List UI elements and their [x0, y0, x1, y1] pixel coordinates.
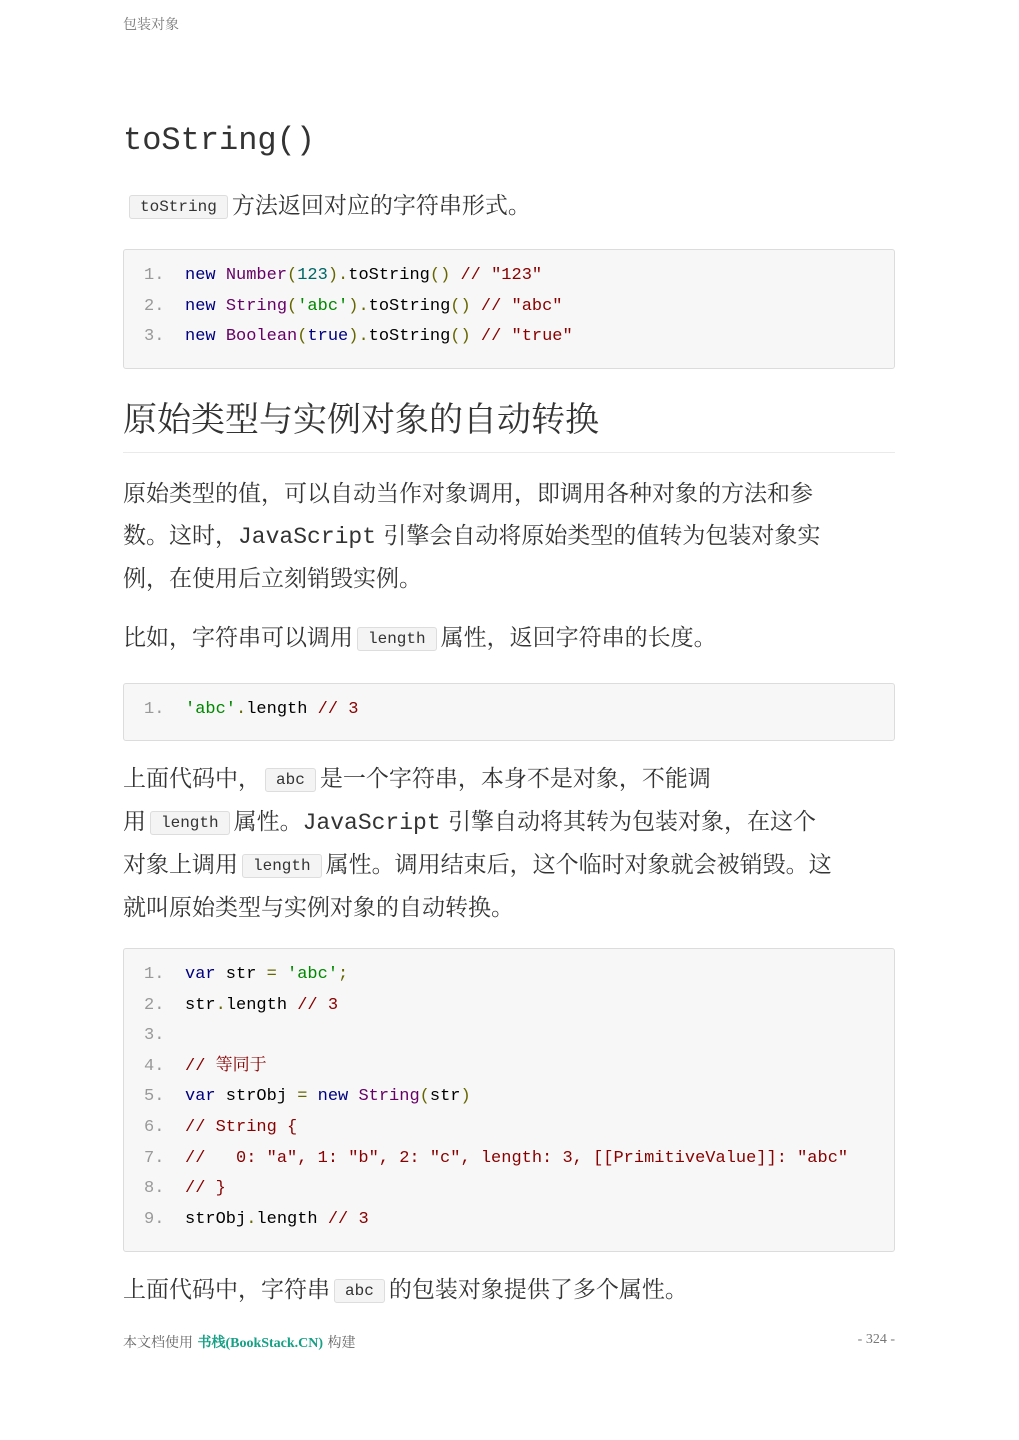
code-block-tostring — [123, 249, 895, 369]
inline-code: toString — [129, 195, 228, 219]
intro-text: 方法返回对应的字符串形式。 — [231, 193, 531, 219]
code-text: new String('abc').toString() // "abc" — [185, 296, 563, 316]
para1-line2-post: 引擎会自动将原始类型的值转为包装对象实 — [376, 523, 821, 549]
para3-l1-post: 是一个字符串，本身不是对象，不能调 — [319, 766, 711, 792]
inline-code: abc — [265, 768, 316, 792]
bookstack-link[interactable]: 书栈(BookStack.CN) — [197, 1336, 324, 1351]
javascript-term: JavaScript — [302, 810, 441, 836]
para3-l1-pre: 上面代码中， — [123, 766, 261, 792]
para3-l2-mid: 属性。 — [233, 809, 303, 835]
inline-code: length — [357, 627, 437, 651]
page-number: - 324 - — [857, 1332, 895, 1347]
footer-credit — [123, 1332, 356, 1352]
code-text: // 等同于 — [185, 1056, 267, 1076]
para3-l3-post: 属性。调用结束后，这个临时对象就会被销毁。这 — [325, 852, 832, 878]
code-text: new Number(123).toString() // "123" — [185, 266, 543, 285]
line-number: 9. — [144, 1209, 165, 1229]
inline-code: length — [150, 811, 230, 835]
line-number: 6. — [144, 1118, 165, 1137]
code-text: str.length // 3 — [185, 995, 339, 1015]
section-heading-tostring: toString() — [123, 122, 316, 159]
line-number: 7. — [144, 1148, 165, 1168]
line-number: 4. — [144, 1056, 165, 1076]
para2-post: 属性，返回字符串的长度。 — [440, 625, 717, 651]
section-heading-autoconvert: 原始类型与实例对象的自动转换 — [123, 396, 895, 453]
line-number: 2. — [144, 995, 165, 1015]
line-number: 3. — [144, 327, 165, 347]
para1-line3: 例，在使用后立刻销毁实例。 — [123, 566, 422, 592]
code-text: // } — [185, 1179, 226, 1199]
tostring-intro — [123, 185, 895, 228]
code-text: // 0: "a", 1: "b", 2: "c", length: 3, [[PrimitiveValue]]: "abc" — [185, 1148, 849, 1168]
para3-l2-post: 引擎自动将其转为包装对象，在这个 — [440, 809, 816, 835]
autoconvert-paragraph-4 — [123, 1269, 895, 1312]
running-header: 包装对象 — [123, 17, 179, 33]
para3-l2-pre: 用 — [123, 809, 146, 835]
line-number: 1. — [144, 266, 165, 285]
line-number: 8. — [144, 1179, 165, 1199]
inline-code: length — [242, 854, 322, 878]
line-number: 3. — [144, 1026, 165, 1046]
code-block-autoconvert — [123, 948, 895, 1252]
inline-code: abc — [334, 1279, 385, 1303]
line-number: 1. — [144, 965, 165, 984]
para4-post: 的包装对象提供了多个属性。 — [388, 1277, 688, 1303]
code-text: var str = 'abc'; — [185, 965, 349, 984]
para1-line1: 原始类型的值，可以自动当作对象调用，即调用各种对象的方法和参 — [123, 481, 813, 507]
para4-pre: 上面代码中，字符串 — [123, 1277, 330, 1303]
para3-l4: 就叫原始类型与实例对象的自动转换。 — [123, 895, 514, 921]
line-number: 5. — [144, 1087, 165, 1107]
javascript-term: JavaScript — [238, 524, 377, 550]
code-text: 'abc'.length // 3 — [185, 700, 359, 719]
line-number: 2. — [144, 296, 165, 316]
code-block-length — [123, 683, 895, 741]
autoconvert-paragraph-2 — [123, 617, 895, 660]
code-text: strObj.length // 3 — [185, 1209, 369, 1229]
line-number: 1. — [144, 700, 165, 719]
footer-pre: 本文档使用 — [123, 1335, 198, 1351]
code-text: // String { — [185, 1118, 298, 1137]
autoconvert-paragraph-1 — [123, 473, 895, 600]
footer-post: 构建 — [323, 1335, 356, 1351]
para3-l3-pre: 对象上调用 — [123, 852, 238, 878]
para2-pre: 比如，字符串可以调用 — [123, 625, 353, 651]
code-text: new Boolean(true).toString() // "true" — [185, 327, 573, 347]
code-text: var strObj = new String(str) — [185, 1087, 471, 1107]
autoconvert-paragraph-3 — [123, 758, 895, 929]
para1-line2-pre: 数。这时， — [123, 523, 238, 549]
